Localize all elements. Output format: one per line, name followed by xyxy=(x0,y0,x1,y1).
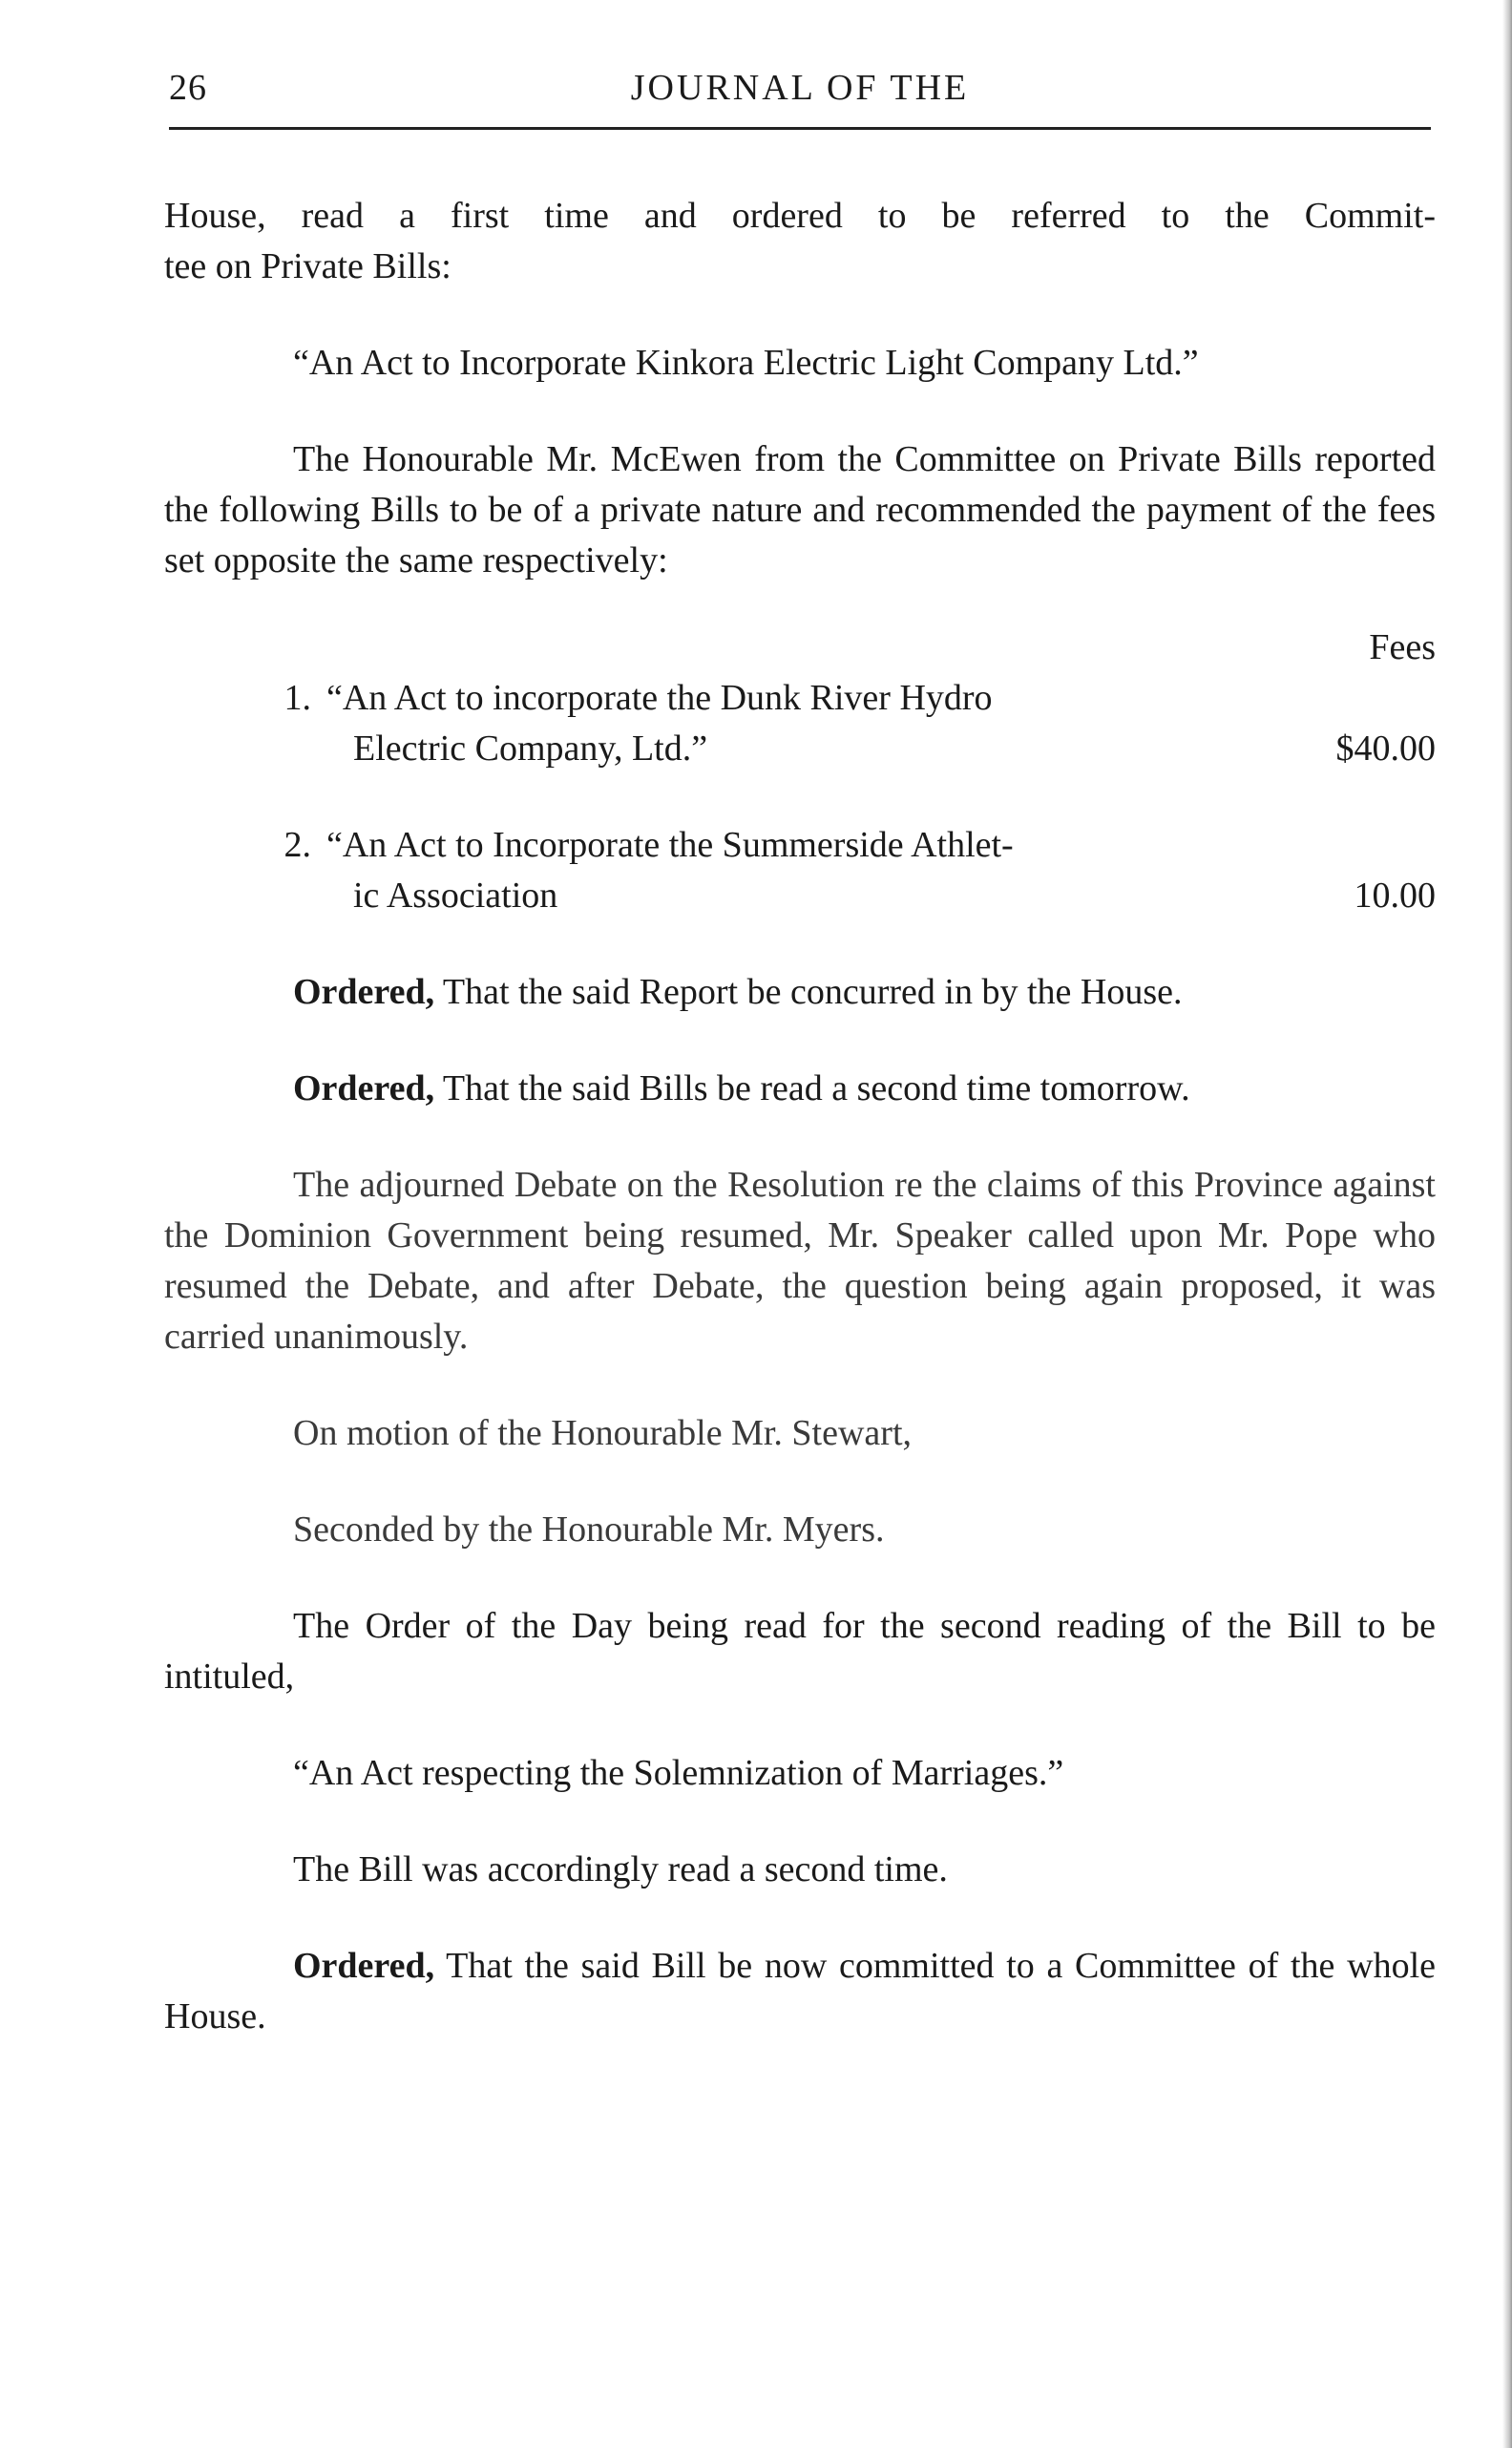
ordered-label: Ordered, xyxy=(293,1068,435,1108)
committee-report-paragraph: The Honourable Mr. McEwen from the Committee on Private Bills reported the following Bills to be of a private nature and recommended the payment of the fees set opposite the same respectively: xyxy=(164,439,1436,580)
bill-title-kinkora: “An Act to Incorporate Kinkora Electric Light Company Ltd.” xyxy=(293,343,1199,383)
page-header xyxy=(169,57,1431,115)
ordered-label: Ordered, xyxy=(293,1946,435,1986)
fees-row-title xyxy=(326,820,1281,921)
fees-row-amount: 10.00 xyxy=(1354,876,1436,916)
journal-body xyxy=(164,191,1436,2042)
ordered-committee-whole xyxy=(164,1941,1436,2042)
fees-row-title-line1: “An Act to Incorporate the Summerside Athlet- xyxy=(326,825,1014,865)
second-reading-line: The Bill was accordingly read a second time. xyxy=(293,1849,948,1889)
fees-row-number: 2. xyxy=(284,825,311,865)
order-of-day-paragraph: The Order of the Day being read for the second reading of the Bill to be intituled, xyxy=(164,1606,1436,1697)
fees-table xyxy=(164,623,1436,921)
paragraph-continuation xyxy=(164,191,1436,242)
bill-title-marriages: “An Act respecting the Solemnization of Marriages.” xyxy=(293,1753,1064,1793)
fees-row-title-line2: ic Association xyxy=(353,876,558,916)
motion-line: On motion of the Honourable Mr. Stewart, xyxy=(293,1413,913,1453)
fees-row-number: 1. xyxy=(284,678,311,718)
seconded-line: Seconded by the Honourable Mr. Myers. xyxy=(293,1509,885,1550)
adjourned-debate-paragraph: The adjourned Debate on the Resolution re the claims of this Province against the Dominion Government being resumed, Mr. Speaker called upon Mr. Pope who resumed the Debate, and after Debate, the question being again proposed, it was carried unanimously. xyxy=(164,1165,1436,1357)
fees-column-header: Fees xyxy=(1369,627,1436,667)
ordered-text: That the said Report be concurred in by the House. xyxy=(434,972,1183,1012)
ordered-text: That the said Bill be now committed to a Committee of the whole House. xyxy=(164,1946,1436,2036)
fees-row-amount: $40.00 xyxy=(1335,728,1436,769)
header-rule xyxy=(169,127,1431,130)
fees-row xyxy=(164,673,1436,774)
page-number: 26 xyxy=(169,68,207,108)
paragraph-continuation-line1: House, read a first time and ordered to be referred to the Commit- xyxy=(164,196,1436,236)
fees-row-title-line2: Electric Company, Ltd.” xyxy=(353,728,708,769)
ordered-text: That the said Bills be read a second time tomorrow. xyxy=(434,1068,1190,1108)
paragraph-continuation-end: tee on Private Bills: xyxy=(164,246,452,286)
fees-row-title-line1: “An Act to incorporate the Dunk River Hydro xyxy=(326,678,993,718)
ordered-label: Ordered, xyxy=(293,972,435,1012)
page-edge-shadow xyxy=(1502,0,1512,2448)
ordered-second-reading xyxy=(164,1064,1436,1114)
running-title: JOURNAL OF THE xyxy=(630,68,970,108)
fees-row xyxy=(164,820,1436,921)
ordered-report-concurred xyxy=(164,967,1436,1018)
fees-row-title xyxy=(326,673,1281,774)
